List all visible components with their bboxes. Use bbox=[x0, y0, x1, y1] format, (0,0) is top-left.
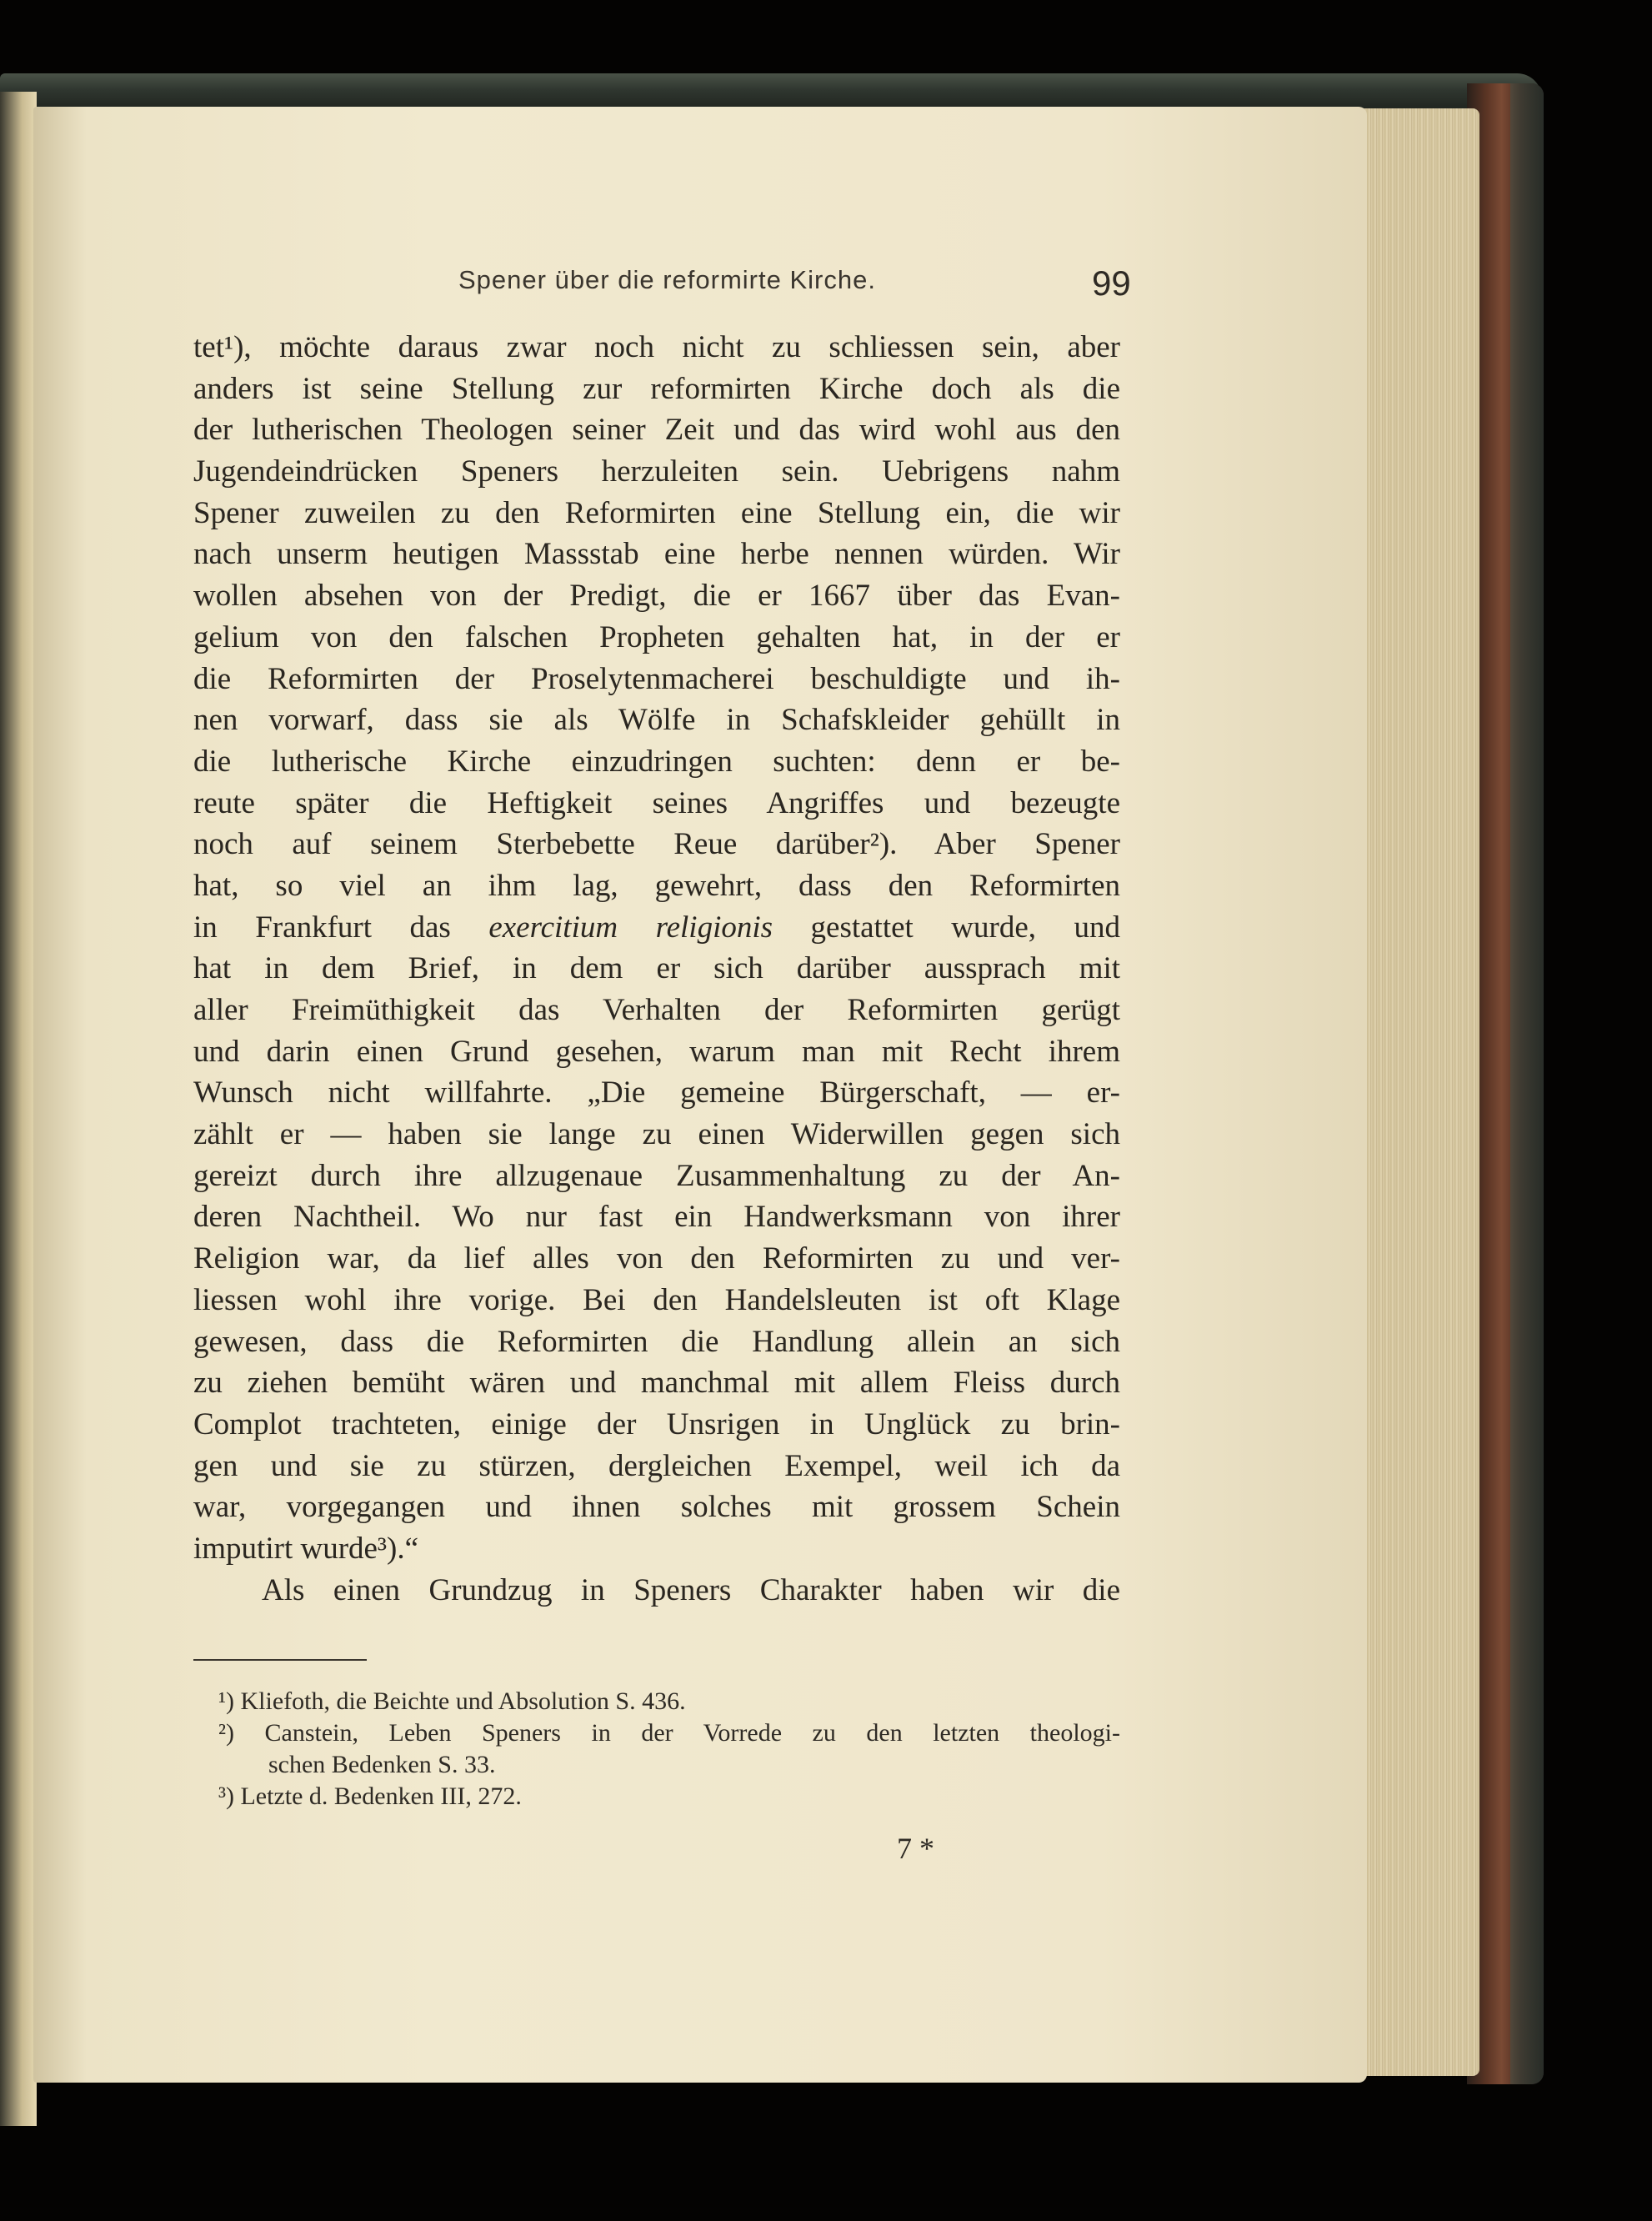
text-line: deren Nachtheil. Wo nur fast ein Handwerksmann von ihrer bbox=[193, 1200, 1120, 1235]
italic-phrase: exercitium religionis bbox=[488, 910, 773, 945]
text-line: Spener zuweilen zu den Reformirten eine Stellung ein, die wir bbox=[193, 495, 1120, 530]
text-line: anders ist seine Stellung zur reformirten Kirche doch als die bbox=[193, 371, 1120, 406]
text-line: hat in dem Brief, in dem er sich darüber aussprach mit bbox=[193, 951, 1120, 986]
text-line: wollen absehen von der Predigt, die er 1667 über das Evan- bbox=[193, 579, 1120, 614]
text-line: reute später die Heftigkeit seines Angriffes und bezeugte bbox=[193, 785, 1120, 820]
text-line: tet¹), möchte daraus zwar noch nicht zu schliessen sein, aber bbox=[193, 330, 1120, 364]
footnote-1: ¹) Kliefoth, die Beichte und Absolution S. 436. bbox=[218, 1687, 686, 1715]
text-line: nach unserm heutigen Massstab eine herbe nennen würden. Wir bbox=[193, 537, 1120, 572]
footnote-rule bbox=[193, 1659, 367, 1661]
body-text bbox=[193, 327, 1120, 1611]
text-line: imputirt wurde³).“ bbox=[193, 1531, 419, 1566]
text-line: gelium von den falschen Propheten gehalten hat, in der er bbox=[193, 619, 1120, 654]
text-line: Complot trachteten, einige der Unsrigen in Unglück zu brin- bbox=[193, 1406, 1120, 1441]
footnote-2-continuation: schen Bedenken S. 33. bbox=[268, 1751, 496, 1778]
text-line: war, vorgegangen und ihnen solches mit grossem Schein bbox=[193, 1490, 1120, 1525]
text-line: zu ziehen bemüht wären und manchmal mit allem Fleiss durch bbox=[193, 1366, 1120, 1401]
text-line: Wunsch nicht willfahrte. „Die gemeine Bürgerschaft, — er- bbox=[193, 1075, 1120, 1110]
text-line: liessen wohl ihre vorige. Bei den Handelsleuten ist oft Klage bbox=[193, 1282, 1120, 1317]
text-line: hat, so viel an ihm lag, gewehrt, dass den Reformirten bbox=[193, 868, 1120, 903]
text-line: gen und sie zu stürzen, dergleichen Exempel, weil ich da bbox=[193, 1448, 1120, 1483]
footnote-3: ³) Letzte d. Bedenken III, 272. bbox=[218, 1782, 522, 1810]
text-line: der lutherischen Theologen seiner Zeit und das wird wohl aus den bbox=[193, 413, 1120, 448]
text-line: noch auf seinem Sterbebette Reue darüber²). Aber Spener bbox=[193, 827, 1120, 862]
text-line: die Reformirten der Proselytenmacherei beschuldigte und ih- bbox=[193, 661, 1120, 696]
text-line: gereizt durch ihre allzugenaue Zusammenhaltung zu der An- bbox=[193, 1158, 1120, 1193]
text-line: und darin einen Grund gesehen, warum man mit Recht ihrem bbox=[193, 1034, 1120, 1069]
text-line: aller Freimüthigkeit das Verhalten der Reformirten gerügt bbox=[193, 993, 1120, 1027]
text-line: Religion war, da lief alles von den Reformirten zu und ver- bbox=[193, 1241, 1120, 1276]
text-line: nen vorwarf, dass sie als Wölfe in Schafskleider gehüllt in bbox=[193, 703, 1120, 738]
footnote-2: ²) Canstein, Leben Speners in der Vorrede zu den letzten theologi- bbox=[218, 1719, 1120, 1747]
footnotes bbox=[218, 1686, 1120, 1812]
text-line-with-italic: in Frankfurt das exercitium religionis gestattet wurde, und bbox=[193, 910, 1120, 945]
text-line: zählt er — haben sie lange zu einen Widerwillen gegen sich bbox=[193, 1117, 1120, 1152]
left-page-edge bbox=[0, 92, 37, 2126]
running-head: Spener über die reformirte Kirche. bbox=[458, 265, 876, 294]
text-line: gewesen, dass die Reformirten die Handlung allein an sich bbox=[193, 1324, 1120, 1359]
signature-mark: 7 * bbox=[897, 1832, 934, 1865]
text-line: Jugendeindrücken Speners herzuleiten sein. Uebrigens nahm bbox=[193, 454, 1120, 489]
page-number: 99 bbox=[1092, 263, 1131, 303]
paragraph-start-line: Als einen Grundzug in Speners Charakter haben wir die bbox=[262, 1572, 1120, 1607]
text-line: die lutherische Kirche einzudringen suchten: denn er be- bbox=[193, 744, 1120, 779]
